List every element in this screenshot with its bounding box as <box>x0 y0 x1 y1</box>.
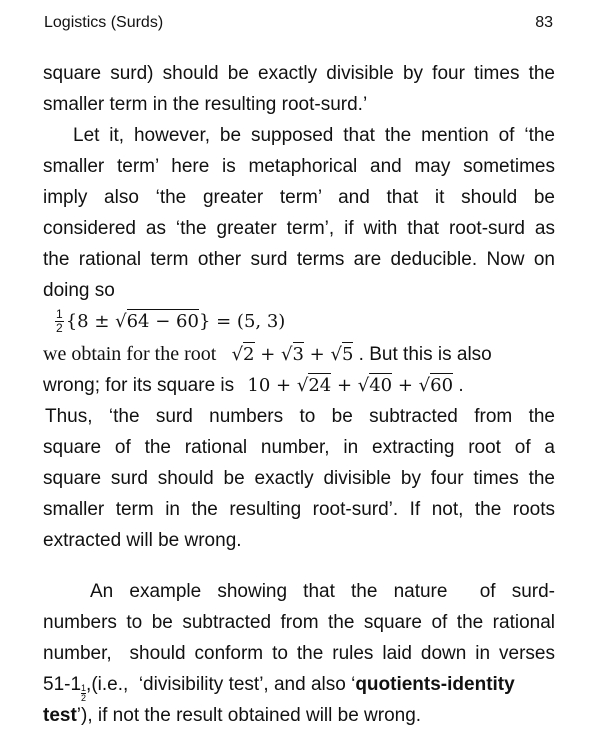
text-line: smaller term’ here is metaphorical and may sometimes <box>43 156 555 177</box>
text-line: square of the rational number, in extracting root of a <box>43 437 555 458</box>
text-line: we obtain for the root √2 + √3 + √5 . But this is also <box>43 343 492 365</box>
text-line: wrong; for its square is 10 + √24 + √40 + √60 . <box>43 375 464 396</box>
page-number: 83 <box>535 14 553 31</box>
text-line: An example showing that the nature of surd- <box>90 581 555 602</box>
text-line: considered as ‘the greater term’, if with that root-surd as <box>43 218 555 239</box>
text-line: smaller term in the resulting root-surd.’ <box>43 94 368 115</box>
text-line: smaller term in the resulting root-surd’. If not, the roots <box>43 499 555 520</box>
text-line: square surd) should be exactly divisible by four times the <box>43 63 555 84</box>
text-line: Let it, however, be supposed that the mention of ‘the <box>73 125 555 146</box>
text-line: the rational term other surd terms are deducible. Now on <box>43 249 555 270</box>
text-line: imply also ‘the greater term’ and that it should be <box>43 187 555 208</box>
fraction: $\frac{1}{2}$ <box>81 683 87 703</box>
text-line: 51-1 $\frac{1}{2}$ ,(i.e., ‘divisibility test’, and also ‘quotients-identity <box>43 674 515 703</box>
text-line: number, should conform to the rules laid down in verses <box>43 643 555 664</box>
running-header: Logistics (Surds) <box>44 14 164 31</box>
text-line: test’), if not the result obtained will be wrong. <box>43 705 422 726</box>
equation: $\frac{1}{2}$ {8 ± √64 − 60} = (5, 3) <box>56 307 286 336</box>
text-line: square surd should be exactly divisible by four times the <box>43 468 555 489</box>
text-line: extracted will be wrong. <box>43 530 242 551</box>
fraction: $\frac{1}{2}$ <box>56 307 63 336</box>
text-line: numbers to be subtracted from the square of the rational <box>43 612 555 633</box>
text-line: Thus, ‘the surd numbers to be subtracted from the <box>45 406 555 427</box>
body-text <box>43 58 555 731</box>
text-line: doing so <box>43 280 115 301</box>
